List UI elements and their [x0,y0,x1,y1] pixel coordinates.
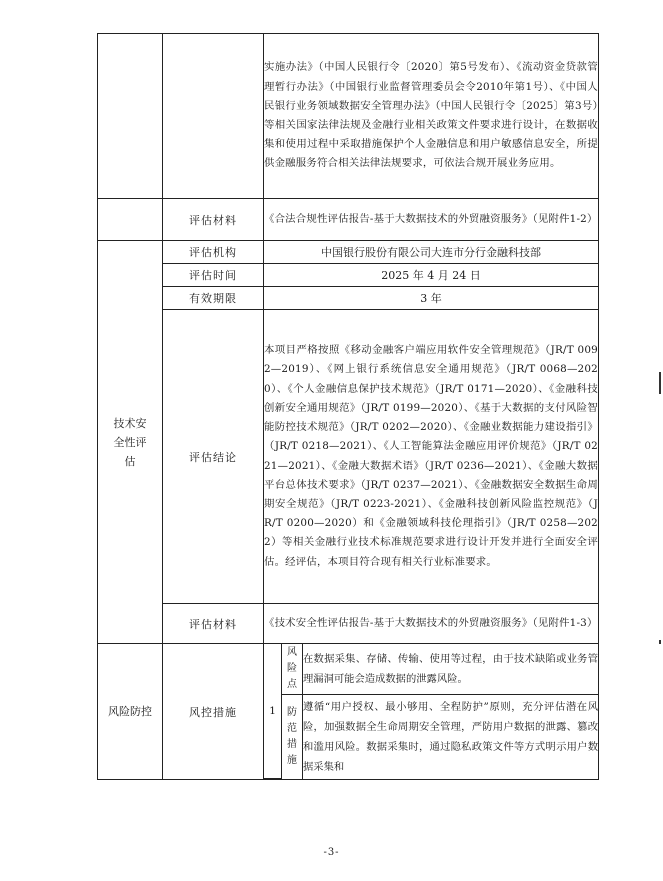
conclusion-text: 本项目严格按照《移动金融客户端应用软件安全管理规范》（JR/T 0092—2019）、《网上银行系统信息安全通用规范》（JR/T 0068—2020）、《个人金融信息保护技术规范》（JR/T 0171—2020）、《金融科技创新安全通用规范》（JR/T 0199—2020）、《基于大数据的支付风险智能防控技术规范》（JR/T 0202—2020）、《金融业数据能力建设指引》（JR/T 0218—2021）、《人工智能算法金融应用评价规范》（JR/T 0221—2021）、《金融大数据术语》（JR/T 0236—2021）、《金融大数据平台总体技术要求》（JR/T 0237—2021）、《金融数据安全数据生命周期安全规范》（JR/T 0223-2021）、《金融科技创新风险监控规范》（JR/T 0200—2020）和《金融领域科技伦理指引》（JR/T 0258—2022）等相关金融行业技术标准规范要求进行设计开发并进行全面安全评估。经评估，本项目符合现有相关行业标准要求。 [264,310,599,604]
validity-value: 3 年 [264,287,599,310]
risk-measures-cell [264,644,599,780]
tech-material-label: 评估材料 [163,604,264,644]
evaluation-time-value: 2025 年 4 月 24 日 [264,264,599,287]
risk-point-label: 风险点 [282,644,303,694]
validity-label: 有效期限 [163,287,264,310]
conclusion-label: 评估结论 [163,310,264,604]
compliance-material-text: 《合法合规性评估报告-基于大数据技术的外贸融资服务》（见附件1-2） [264,199,599,241]
empty-label-cell [163,34,264,199]
page-number: -3- [323,847,340,858]
risk-measures-label: 风控措施 [163,644,264,780]
compliance-material-label: 评估材料 [163,199,264,241]
risk-item-number: 1 [264,644,282,779]
prevention-measure-text: 遵循“用户授权、最小够用、全程防护”原则，充分评估潜在风险，加强数据全生命周期安全管理，严防用户数据的泄露、篡改和滥用风险。数据采集时，通过隐私政策文件等方式明示用户数据采集和 [303,694,599,779]
scan-edge-mark [659,640,661,644]
scan-edge-mark [659,372,661,394]
empty-category-cell [98,34,163,199]
evaluation-agency-label: 评估机构 [163,241,264,264]
evaluation-table [97,33,599,780]
risk-item-table [264,644,598,779]
risk-point-text: 在数据采集、存储、传输、使用等过程，由于技术缺陷或业务管理漏洞可能会造成数据的泄露风险。 [303,644,599,694]
risk-control-category: 风险防控 [98,644,163,780]
empty-category-cell [98,199,163,241]
tech-security-category: 技术安全性评估 [98,241,163,644]
evaluation-agency-value: 中国银行股份有限公司大连市分行金融科技部 [264,241,599,264]
evaluation-time-label: 评估时间 [163,264,264,287]
prevention-measure-label: 防范措施 [282,694,303,779]
compliance-continued-text: 实施办法》（中国人民银行令〔2020〕第5号发布）、《流动资金贷款管理暂行办法》（中国银行业监督管理委员会令2010年第1号）、《中国人民银行业务领域数据安全管理办法》（中国人民银行令〔2025〕第3号）等相关国家法律法规及金融行业相关政策文件要求进行设计，在数据收集和使用过程中采取措施保护个人金融信息和用户敏感信息安全，所提供金融服务符合相关法律法规要求，可依法合规开展业务应用。 [264,34,599,199]
tech-material-text: 《技术安全性评估报告-基于大数据技术的外贸融资服务》（见附件1-3） [264,604,599,644]
